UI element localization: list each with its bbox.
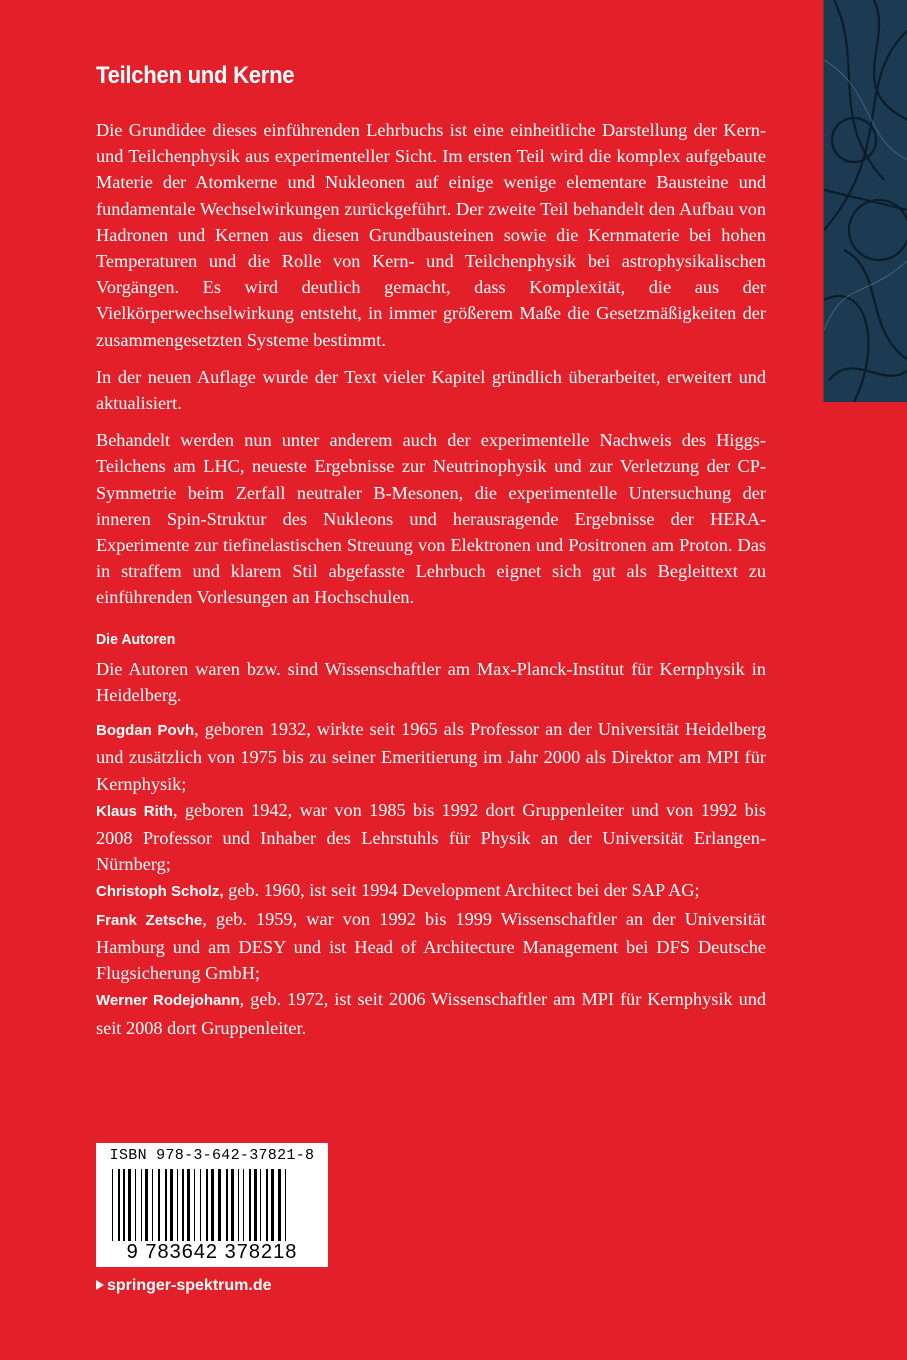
author-bio: , geb. 1972, ist seit 2006 Wissenschaftler am MPI für Kernphysik und seit 2008 dort Gruppenleiter. [96,989,766,1038]
barcode-bar [278,1169,281,1241]
barcode-bars [110,1169,314,1241]
barcode-bar [112,1169,113,1241]
author-name: Frank Zetsche [96,911,203,929]
barcode-bar [200,1169,201,1241]
author-bio: , geboren 1932, wirkte seit 1965 als Professor an der Universität Heidelberg und zusätzlich von 1975 bis zu seiner Emeritierung im Jahr 2000 als Direktor am MPI für Kernphysik; [96,719,766,794]
cover-image-strip [823,0,907,402]
author-entry [96,716,766,797]
isbn-barcode [96,1143,328,1267]
author-entry [96,906,766,987]
barcode-bar [182,1169,184,1241]
book-title: Teilchen und Kerne [96,62,295,89]
arrow-right-icon [96,1280,104,1290]
author-entry [96,986,766,1040]
barcode-bar [118,1169,120,1241]
blurb-text [96,117,766,1041]
authors-heading: Die Autoren [96,630,176,648]
barcode-bar [187,1169,190,1241]
authors-intro: Die Autoren waren bzw. sind Wissenschaftler am Max-Planck-Institut für Kernphysik in Heidelberg. [96,658,766,706]
barcode-bar [285,1169,286,1241]
author-name: Werner Rodejohann [96,992,240,1010]
barcode-bar [135,1169,136,1241]
ean-digits: 9 783642 378218 [126,1241,298,1263]
barcode-bar [254,1169,257,1241]
barcode-bar [158,1169,160,1241]
author-bio: geb. 1960, ist seit 1994 Development Architect bei der SAP AG; [223,880,700,901]
barcode-bar [260,1169,261,1241]
author-bio: , geboren 1942, war von 1985 bis 1992 dort Gruppenleiter und von 1992 bis 2008 Professor und Inhaber des Lehrstuhls für Physik an der Universität Erlangen-Nürnberg; [96,799,766,875]
author-list [96,716,766,1040]
blurb-paragraph-1: Die Grundidee dieses einführenden Lehrbuchs ist eine einheitliche Darstellung der Kern- und Teilchenphysik aus experimenteller Sicht. Im ersten Teil wird die komplex aufgebaute Materie der Atomkerne und Nukleonen auf einige wenige elementare Bausteine und fundamentale Wechselwirkungen zurückgeführt. Der zweite Teil behandelt den Aufbau von Hadronen und Kernen aus diesen Grundbausteinen sowie die Kernmaterie bei hohen Temperaturen und die Rolle von Kern- und Teilchenphysik bei astrophysikalischen Vorgängen. Es wird deutlich gemacht, dass Komplexität, die aus der Vielkörperwechselwirkung entsteht, in immer größerem Maße die Gesetzmäßigkeiten der zusammengesetzten Systeme bestimmt. [96,120,766,350]
author-entry [96,797,766,878]
barcode-bar [238,1169,239,1241]
author-name: Christoph Scholz, [96,883,224,901]
barcode-bar [231,1169,234,1241]
barcode-bar [211,1169,214,1241]
particle-tracks-illustration [824,0,907,402]
barcode-bar [194,1169,195,1241]
author-name: Bogdan Povh [96,722,195,740]
barcode-bar [266,1169,268,1241]
barcode-bar [123,1169,125,1241]
author-bio: , geb. 1959, war von 1992 bis 1999 Wissenschaftler an der Universität Hamburg und am DESY und ist Head of Architecture Management bei DFS Deutsche Flugsicherung GmbH; [96,908,766,984]
barcode-bar [226,1169,228,1241]
barcode-bar [128,1169,131,1241]
blurb-paragraph-2: In der neuen Auflage wurde der Text vieler Kapitel gründlich überarbeitet, erweitert und aktualisiert. [96,366,766,414]
isbn-label: ISBN 978-3-642-37821-8 [109,1147,315,1164]
barcode-bar [152,1169,153,1241]
barcode-bar [249,1169,251,1241]
blurb-paragraph-3: Behandelt werden nun unter anderem auch der experimentelle Nachweis des Higgs-Teilchens am LHC, neueste Ergebnisse zur Neutrinophysik und zur Verletzung der CP-Symmetrie beim Zerfall neutraler B-Mesonen, die experimentelle Untersuchung der inneren Spin-Struktur des Nukleons und herausragende Ergebnisse der HERA-Experimente zur tiefinelastischen Streuung von Elektronen und Positronen am Proton. Das in straffem und klarem Stil abgefasste Lehrbuch eignet sich gut als Begleittext zu einführenden Vorlesungen an Hochschulen. [96,430,766,608]
barcode-bar [145,1169,148,1241]
author-entry [96,877,766,905]
barcode-bar [218,1169,221,1241]
publisher-website[interactable] [96,1277,271,1295]
barcode-bar [177,1169,178,1241]
barcode-bar [170,1169,173,1241]
barcode-bar [165,1169,167,1241]
author-name: Klaus Rith [96,802,173,820]
website-label: springer-spektrum.de [107,1277,272,1294]
barcode-bar [271,1169,274,1241]
barcode-bar [206,1169,208,1241]
barcode-bar [141,1169,142,1241]
barcode-bar [243,1169,244,1241]
